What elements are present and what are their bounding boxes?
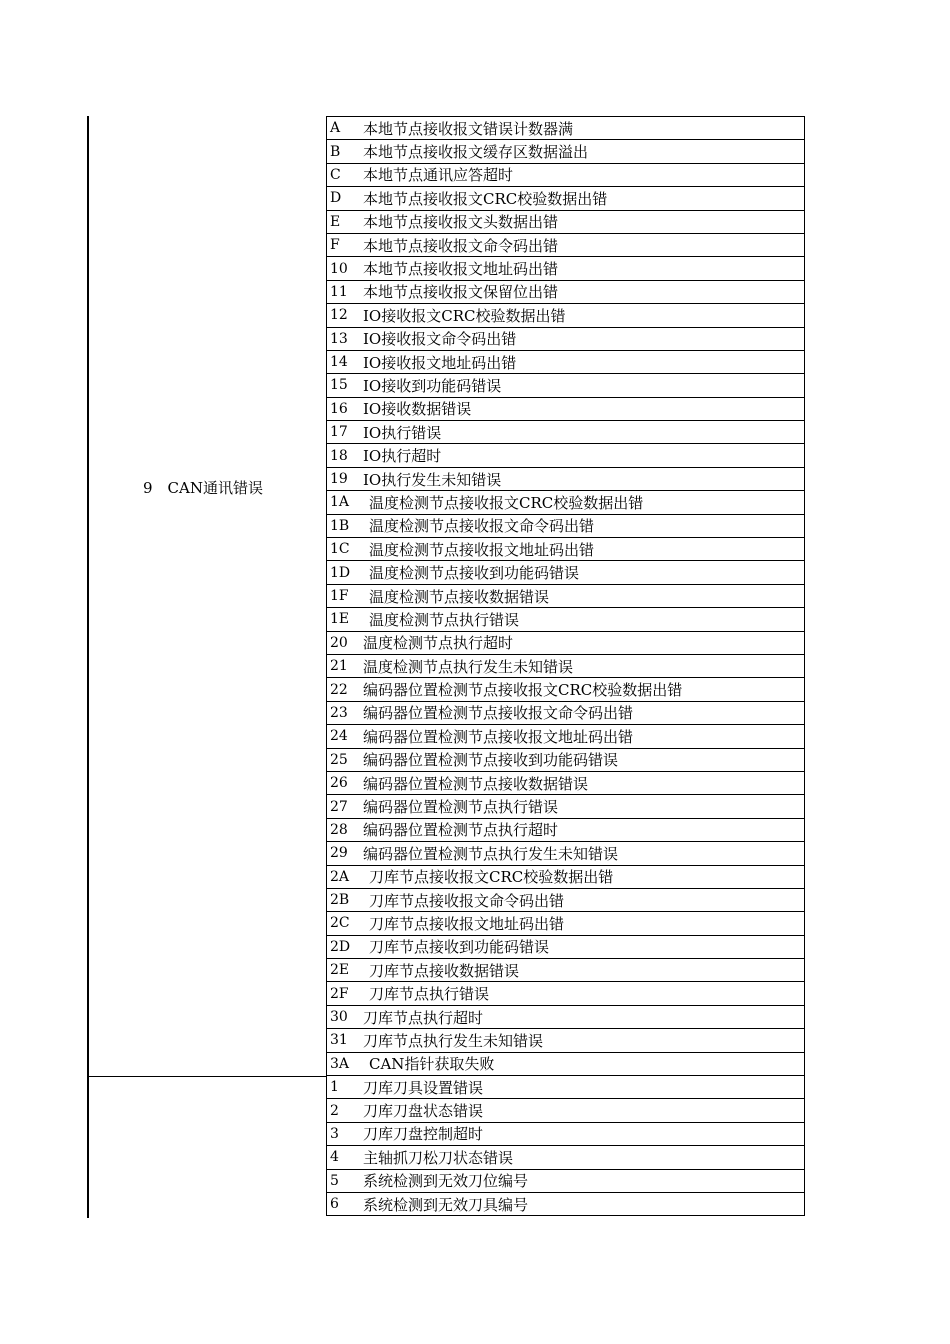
error-description: IO执行错误: [363, 423, 442, 442]
table-row: [326, 538, 805, 561]
table-row: [326, 491, 805, 514]
error-code: 1D: [330, 564, 351, 581]
error-code: 4: [330, 1149, 339, 1166]
table-row: [326, 1029, 805, 1052]
table-row: [326, 515, 805, 538]
error-description: 编码器位置检测节点执行错误: [363, 798, 559, 817]
table-row: [326, 117, 805, 140]
error-description: 本地节点接收报文错误计数器满: [363, 119, 574, 138]
error-description: 编码器位置检测节点接收报文地址码出错: [363, 727, 634, 746]
table-row: [326, 702, 805, 725]
error-code: F: [330, 237, 340, 254]
error-description: IO接收报文命令码出错: [363, 330, 517, 349]
table-row: [326, 187, 805, 210]
error-code: E: [330, 213, 341, 230]
table-row: [326, 281, 805, 304]
error-description: 系统检测到无效刀具编号: [363, 1195, 529, 1214]
table-row: [326, 164, 805, 187]
error-code: 25: [330, 751, 348, 768]
error-code: 5: [330, 1172, 339, 1189]
table-row: [326, 795, 805, 818]
error-code: 20: [330, 634, 348, 651]
error-code: 10: [330, 260, 348, 277]
error-code: 1A: [330, 494, 350, 511]
error-description: 刀库节点执行超时: [363, 1008, 484, 1027]
left-border-line: [87, 116, 89, 1218]
error-description: 刀库节点接收数据错误: [369, 961, 520, 980]
error-code: 2E: [330, 962, 350, 979]
group-label: [143, 478, 263, 498]
error-code: 2A: [330, 868, 350, 885]
error-code: C: [330, 166, 341, 183]
table-row: [326, 140, 805, 163]
error-code: 2C: [330, 915, 350, 932]
error-code: 3A: [330, 1055, 350, 1072]
table-row: [326, 678, 805, 701]
error-code: 22: [330, 681, 348, 698]
table-row: [326, 936, 805, 959]
table-row: [326, 444, 805, 467]
error-code: 26: [330, 775, 348, 792]
error-code: 30: [330, 1009, 348, 1026]
error-description: IO执行发生未知错误: [363, 470, 502, 489]
error-code: 17: [330, 424, 348, 441]
error-code: B: [330, 143, 341, 160]
group-title: CAN通讯错误: [167, 479, 263, 497]
error-description: 本地节点接收报文CRC校验数据出错: [363, 189, 608, 208]
table-row: [326, 959, 805, 982]
error-code: 19: [330, 471, 348, 488]
error-code: 3: [330, 1125, 339, 1142]
table-row: [326, 819, 805, 842]
error-description: 编码器位置检测节点接收数据错误: [363, 774, 589, 793]
table-row: [326, 982, 805, 1005]
table-row: [326, 842, 805, 865]
error-code: A: [330, 120, 341, 137]
error-description: 温度检测节点接收报文CRC校验数据出错: [369, 493, 644, 512]
table-row: [326, 398, 805, 421]
error-code: 24: [330, 728, 348, 745]
error-description: 本地节点接收报文保留位出错: [363, 283, 559, 302]
error-code: 6: [330, 1196, 339, 1213]
table-row: [326, 1170, 805, 1193]
error-description: 温度检测节点执行错误: [369, 610, 520, 629]
error-code-table: [326, 116, 805, 1216]
error-code: 27: [330, 798, 348, 815]
error-code: 16: [330, 400, 348, 417]
error-code: 11: [330, 283, 348, 300]
table-row: [326, 328, 805, 351]
error-description: CAN指针获取失败: [369, 1055, 495, 1074]
table-row: [326, 257, 805, 280]
error-description: 刀库刀具设置错误: [363, 1078, 484, 1097]
error-code: 23: [330, 704, 348, 721]
error-description: 刀库节点接收报文CRC校验数据出错: [369, 868, 614, 887]
error-description: 本地节点通讯应答超时: [363, 166, 514, 185]
table-row: [326, 1123, 805, 1146]
error-code: 29: [330, 845, 348, 862]
error-description: 本地节点接收报文头数据出错: [363, 213, 559, 232]
error-description: 温度检测节点执行发生未知错误: [363, 657, 574, 676]
table-row: [326, 1099, 805, 1122]
error-code: 1: [330, 1079, 339, 1096]
table-row: [326, 1006, 805, 1029]
error-code: 28: [330, 821, 348, 838]
error-description: 编码器位置检测节点接收报文CRC校验数据出错: [363, 681, 683, 700]
error-description: 刀库刀盘状态错误: [363, 1102, 484, 1121]
table-row: [326, 912, 805, 935]
error-code: 2D: [330, 938, 351, 955]
error-description: IO接收到功能码错误: [363, 376, 502, 395]
table-row: [326, 211, 805, 234]
error-description: 编码器位置检测节点执行超时: [363, 821, 559, 840]
table-row: [326, 468, 805, 491]
table-row: [326, 749, 805, 772]
error-description: 本地节点接收报文缓存区数据溢出: [363, 143, 589, 162]
error-description: IO接收报文CRC校验数据出错: [363, 306, 566, 325]
group-number: 9: [143, 479, 153, 497]
error-description: 刀库刀盘控制超时: [363, 1125, 484, 1144]
error-description: 温度检测节点执行超时: [363, 634, 514, 653]
error-code: 2F: [330, 985, 349, 1002]
error-description: 温度检测节点接收报文地址码出错: [369, 540, 595, 559]
error-description: 编码器位置检测节点接收到功能码错误: [363, 751, 619, 770]
error-description: 刀库节点执行错误: [369, 985, 490, 1004]
table-row: [326, 1076, 805, 1099]
error-description: 编码器位置检测节点接收报文命令码出错: [363, 704, 634, 723]
table-row: [326, 304, 805, 327]
error-code: 1E: [330, 611, 350, 628]
error-description: 系统检测到无效刀位编号: [363, 1172, 529, 1191]
error-description: IO接收数据错误: [363, 400, 472, 419]
error-code: 18: [330, 447, 348, 464]
error-code: 12: [330, 307, 348, 324]
error-code: 21: [330, 658, 348, 675]
error-description: IO接收报文地址码出错: [363, 353, 517, 372]
error-code: 2: [330, 1102, 339, 1119]
table-row: [326, 234, 805, 257]
error-description: 温度检测节点接收数据错误: [369, 587, 550, 606]
group-divider-line: [87, 1076, 327, 1077]
table-row: [326, 374, 805, 397]
error-description: 温度检测节点接收报文命令码出错: [369, 517, 595, 536]
error-description: IO执行超时: [363, 447, 442, 466]
error-description: 本地节点接收报文地址码出错: [363, 260, 559, 279]
error-description: 刀库节点接收报文地址码出错: [369, 914, 565, 933]
error-code: 2B: [330, 892, 350, 909]
error-description: 刀库节点接收报文命令码出错: [369, 891, 565, 910]
error-code: 31: [330, 1032, 348, 1049]
error-code: 13: [330, 330, 348, 347]
table-row: [326, 866, 805, 889]
error-description: 刀库节点执行发生未知错误: [363, 1031, 544, 1050]
error-description: 主轴抓刀松刀状态错误: [363, 1148, 514, 1167]
error-code: 15: [330, 377, 348, 394]
error-description: 温度检测节点接收到功能码错误: [369, 564, 580, 583]
table-row: [326, 655, 805, 678]
table-row: [326, 585, 805, 608]
table-row: [326, 1053, 805, 1076]
table-row: [326, 351, 805, 374]
error-description: 本地节点接收报文命令码出错: [363, 236, 559, 255]
table-row: [326, 889, 805, 912]
table-row: [326, 1193, 805, 1216]
table-row: [326, 421, 805, 444]
table-row: [326, 772, 805, 795]
error-code: D: [330, 190, 342, 207]
error-code: 1F: [330, 588, 349, 604]
table-row: [326, 561, 805, 584]
table-row: [326, 1146, 805, 1169]
error-description: 刀库节点接收到功能码错误: [369, 938, 550, 957]
table-row: [326, 632, 805, 655]
error-code: 14: [330, 354, 348, 371]
error-code: 1B: [330, 517, 350, 534]
table-row: [326, 725, 805, 748]
error-code: 1C: [330, 541, 350, 558]
table-row: [326, 608, 805, 631]
error-description: 编码器位置检测节点执行发生未知错误: [363, 844, 619, 863]
